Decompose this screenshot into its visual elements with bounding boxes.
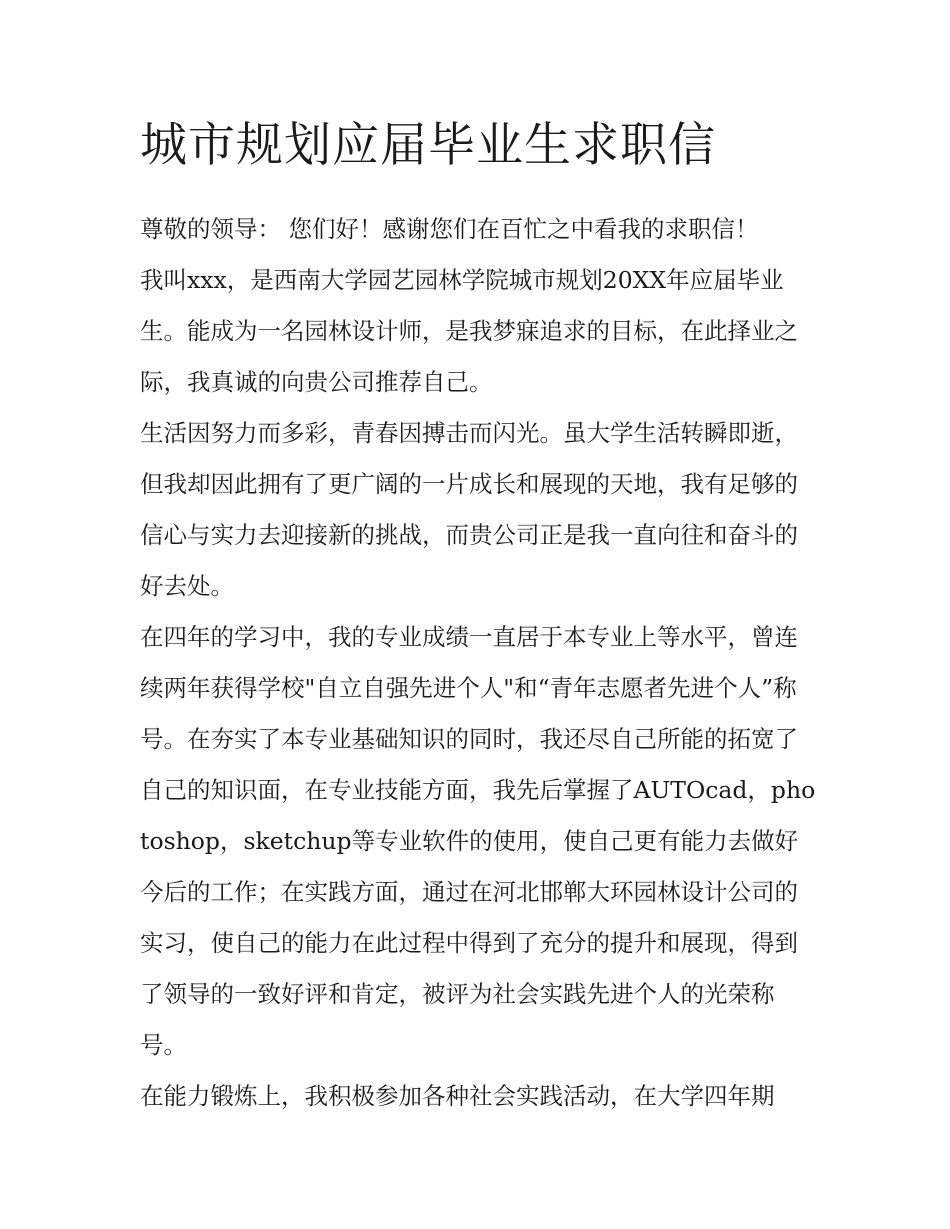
document-title: 城市规划应届毕业生求职信 [140, 118, 716, 173]
motivation-paragraph: 生活因努力而多彩，青春因搏击而闪光。虽大学生活转瞬即逝，但我却因此拥有了更广阔的一片成长和展现的天地，我有足够的信心与实力去迎接新的挑战，而贵公司正是我一直向往和奋斗的好去处。 [140, 419, 798, 600]
introduction-paragraph: 我叫xxx，是西南大学园艺园林学院城市规划20XX年应届毕业生。能成为一名园林设计师，是我梦寐追求的目标，在此择业之际，我真诚的向贵公司推荐自己。 [140, 266, 798, 396]
greeting-paragraph: 尊敬的领导： 您们好！感谢您们在百忙之中看我的求职信！ [140, 215, 759, 243]
activities-paragraph: 在能力锻炼上，我积极参加各种社会实践活动，在大学四年期 [140, 1082, 775, 1110]
academic-paragraph: 在四年的学习中，我的专业成绩一直居于本专业上等水平，曾连续两年获得学校"自立自强先进个人"和“青年志愿者先进个人”称号。在夯实了本专业基础知识的同时，我还尽自己所能的拓宽了自己的知识面，在专业技能方面，我先后掌握了AUTOcad，photoshop，sketchup等专业软件的使用，使自己更有能力去做好今后的工作；在实践方面，通过在河北邯郸大环园林设计公司的实习，使自己的能力在此过程中得到了充分的提升和展现，得到了领导的一致好评和肯定，被评为社会实践先进个人的光荣称号。 [140, 623, 816, 1059]
document-page [140, 112, 820, 1122]
